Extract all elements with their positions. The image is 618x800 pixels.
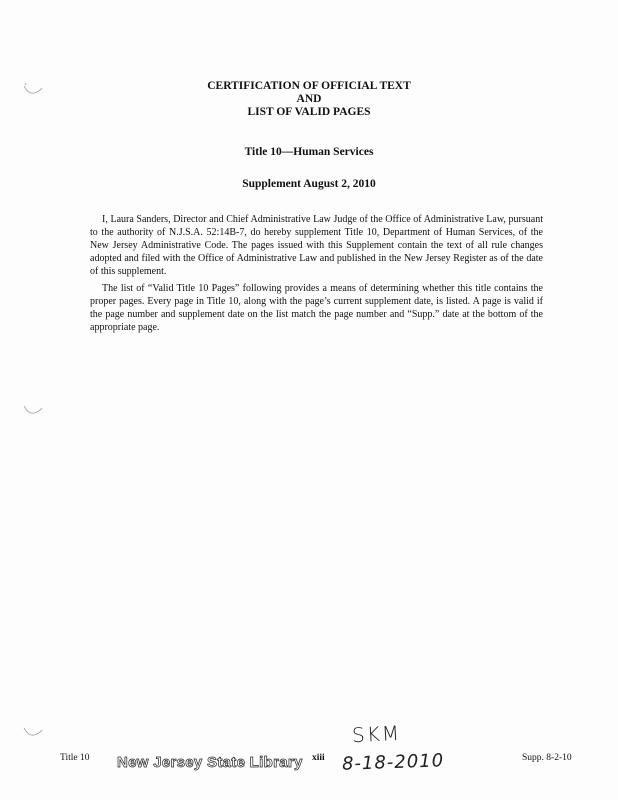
punch-hole-mark-icon	[22, 724, 44, 740]
page-number: xiii	[312, 753, 325, 763]
heading-and: AND	[296, 93, 322, 105]
punch-hole-mark-icon	[22, 402, 44, 418]
library-stamp: New Jersey State Library	[117, 754, 303, 771]
certification-heading: CERTIFICATION OF OFFICIAL TEXT	[207, 80, 411, 92]
certification-paragraph: I, Laura Sanders, Director and Chief Administrative Law Judge of the Office of Administrative Law, pursuant to the authority of N.J.S.A. 52:14B-7, do hereby supplement Title 10, Department of Human Services, of the New Jersey Administrative Code. The pages issued with this Supplement contain the text of all rule changes adopted and filed with the Office of Administrative Law and published in the New Jersey Register as of the date of this supplement.	[90, 214, 543, 277]
valid-pages-heading: LIST OF VALID PAGES	[247, 106, 371, 118]
supplement-date-heading: Supplement August 2, 2010	[242, 178, 376, 190]
title-heading: Title 10—Human Services	[244, 146, 374, 158]
handwritten-date: 8-18-2010	[341, 750, 445, 775]
footer-supplement: Supp. 8-2-10	[522, 753, 572, 763]
handwritten-initials: SKM	[351, 720, 402, 748]
valid-pages-paragraph: The list of “Valid Title 10 Pages” following provides a means of determining whether this title contains the proper pages. Every page in Title 10, along with the page’s current supplement date, is listed. A page is valid if the page number and supplement date on the list match the page number and “Supp.” date at the bottom of the appropriate page.	[90, 283, 543, 333]
footer-title: Title 10	[60, 753, 90, 763]
